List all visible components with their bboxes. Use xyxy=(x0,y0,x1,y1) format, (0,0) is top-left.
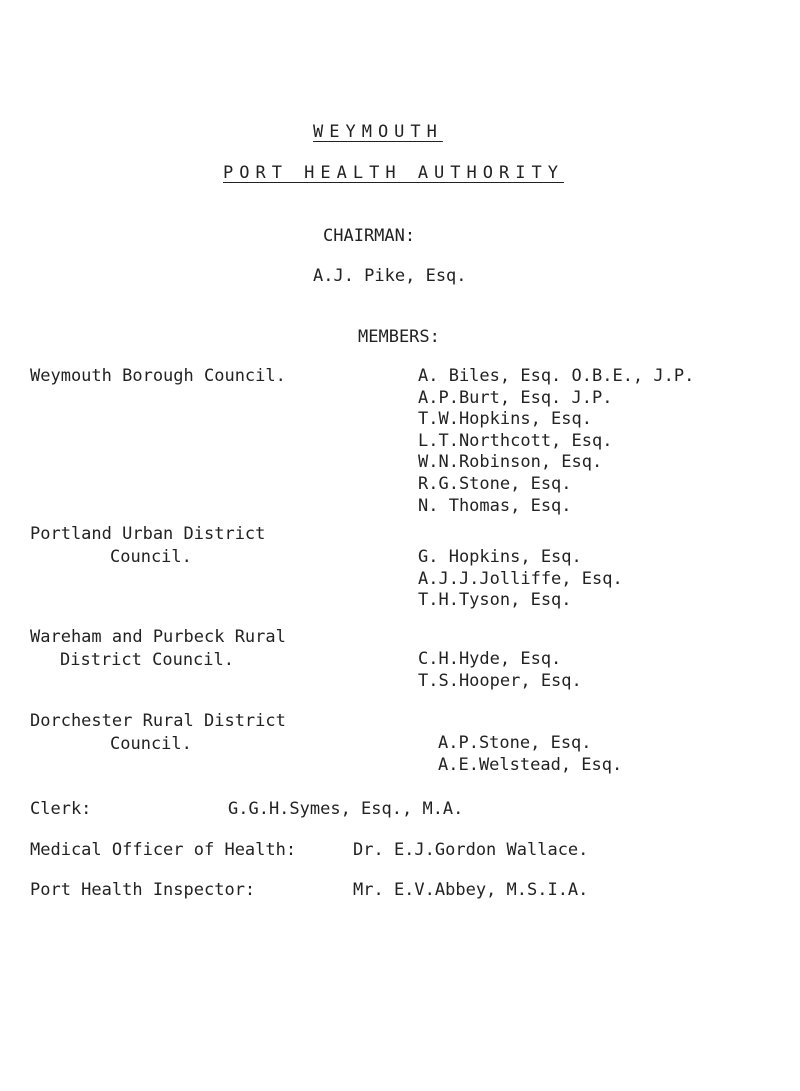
chairman-label: CHAIRMAN: xyxy=(323,226,416,246)
council-name-line: Weymouth Borough Council. xyxy=(30,366,286,386)
member-name: G. Hopkins, Esq. xyxy=(418,547,582,567)
council-name-line: Dorchester Rural District xyxy=(30,711,286,731)
council-name-line: Council. xyxy=(110,547,192,567)
member-list xyxy=(418,649,582,692)
member-list xyxy=(438,733,622,776)
officer-name: G.G.H.Symes, Esq., M.A. xyxy=(228,799,464,819)
document-subtitle: PORT HEALTH AUTHORITY xyxy=(223,163,564,183)
member-name: A.P.Stone, Esq. xyxy=(438,733,592,753)
officer-name: Dr. E.J.Gordon Wallace. xyxy=(353,840,589,860)
member-name: A.P.Burt, Esq. J.P. xyxy=(418,387,613,408)
officer-role: Port Health Inspector: xyxy=(30,880,256,900)
member-name: T.S.Hooper, Esq. xyxy=(418,670,582,691)
chairman-name: A.J. Pike, Esq. xyxy=(313,266,467,286)
council-name-line: District Council. xyxy=(60,650,234,670)
council-name xyxy=(30,523,265,569)
member-name: A.E.Welstead, Esq. xyxy=(438,754,623,775)
member-name: L.T.Northcott, Esq. xyxy=(418,430,613,451)
council-name-line: Council. xyxy=(110,734,192,754)
officer-role: Medical Officer of Health: xyxy=(30,840,297,860)
member-name: C.H.Hyde, Esq. xyxy=(418,649,562,669)
council-name xyxy=(30,626,286,672)
officer-name: Mr. E.V.Abbey, M.S.I.A. xyxy=(353,880,589,900)
member-name: A.J.J.Jolliffe, Esq. xyxy=(418,568,623,589)
council-name xyxy=(30,710,286,756)
document-title: WEYMOUTH xyxy=(313,122,443,142)
member-list xyxy=(418,366,694,517)
member-name: W.N.Robinson, Esq. xyxy=(418,452,603,473)
member-name: N. Thomas, Esq. xyxy=(418,495,572,516)
member-name: A. Biles, Esq. O.B.E., J.P. xyxy=(418,366,695,386)
council-name-line: Wareham and Purbeck Rural xyxy=(30,627,286,647)
council-name-line: Portland Urban District xyxy=(30,524,266,544)
member-name: R.G.Stone, Esq. xyxy=(418,473,572,494)
members-label: MEMBERS: xyxy=(358,327,440,347)
member-name: T.H.Tyson, Esq. xyxy=(418,590,572,611)
member-list xyxy=(418,547,623,612)
officer-role: Clerk: xyxy=(30,799,92,819)
council-name xyxy=(30,366,286,386)
member-name: T.W.Hopkins, Esq. xyxy=(418,409,592,430)
